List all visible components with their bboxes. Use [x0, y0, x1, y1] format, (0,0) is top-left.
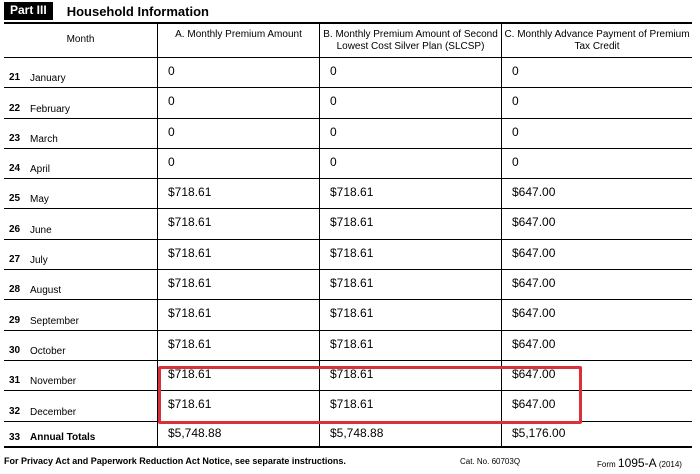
- month-name: October: [30, 345, 66, 357]
- premium-a-cell[interactable]: [158, 240, 320, 269]
- tax-credit-c-value: $647.00: [512, 397, 556, 412]
- slcsp-b-cell[interactable]: [320, 88, 502, 117]
- slcsp-b-value: $718.61: [330, 366, 374, 381]
- slcsp-b-value: 0: [330, 64, 337, 78]
- slcsp-b-value: 0: [330, 124, 337, 139]
- table-row: [4, 88, 692, 118]
- premium-a-cell[interactable]: [158, 209, 320, 238]
- totals-label-cell: [4, 422, 158, 446]
- month-cell: [4, 58, 158, 87]
- form-footer: [4, 454, 696, 470]
- line-number: 22: [9, 102, 21, 114]
- tax-credit-c-cell[interactable]: [502, 240, 692, 269]
- table-row: [4, 179, 692, 209]
- month-cell: [4, 331, 158, 360]
- table-row: [4, 331, 692, 361]
- month-name: June: [30, 224, 52, 236]
- month-cell: [4, 391, 158, 420]
- total-b-cell[interactable]: [320, 422, 502, 446]
- premium-a-value: 0: [168, 94, 175, 109]
- month-name: February: [30, 103, 71, 115]
- premium-a-cell[interactable]: [158, 300, 320, 329]
- line-number: 21: [9, 72, 21, 84]
- slcsp-b-value: $718.61: [330, 306, 374, 321]
- line-number: 30: [9, 344, 21, 356]
- line-number: 28: [9, 284, 21, 296]
- month-cell: [4, 209, 158, 238]
- line-number: 29: [9, 314, 21, 326]
- month-name: July: [30, 255, 48, 267]
- table-row: [4, 240, 692, 270]
- premium-a-value: $718.61: [168, 397, 212, 412]
- slcsp-b-cell[interactable]: [320, 58, 502, 87]
- form-id: [597, 456, 682, 470]
- tax-credit-c-value: 0: [512, 124, 519, 139]
- tax-credit-c-value: $647.00: [512, 306, 556, 321]
- month-name: May: [30, 194, 49, 206]
- line-number: 33: [9, 431, 21, 443]
- part-tag: Part III: [4, 2, 53, 20]
- total-b: $5,748.88: [330, 425, 384, 440]
- tax-credit-c-cell[interactable]: [502, 149, 692, 178]
- month-cell: [4, 88, 158, 117]
- form-year: (2014): [658, 460, 682, 469]
- total-a: $5,748.88: [168, 425, 222, 440]
- table-row: [4, 119, 692, 149]
- line-number: 27: [9, 254, 21, 266]
- total-c: $5,176.00: [512, 425, 566, 440]
- line-number: 24: [9, 163, 21, 175]
- tax-credit-c-value: $647.00: [512, 336, 556, 351]
- month-cell: [4, 300, 158, 329]
- part-title: Household Information: [66, 3, 209, 19]
- slcsp-b-value: $718.61: [330, 336, 374, 351]
- tax-credit-c-cell[interactable]: [502, 331, 692, 360]
- slcsp-b-cell[interactable]: [320, 331, 502, 360]
- total-a-cell[interactable]: [158, 422, 320, 446]
- form-prefix: Form: [597, 460, 616, 469]
- tax-credit-c-cell[interactable]: [502, 300, 692, 329]
- month-name: December: [30, 406, 77, 418]
- slcsp-b-value: $718.61: [330, 397, 374, 412]
- household-table: [4, 24, 692, 448]
- month-cell: [4, 361, 158, 390]
- month-name: March: [30, 133, 58, 145]
- catalog-number: Cat. No. 60703Q: [460, 457, 521, 466]
- premium-a-cell[interactable]: [158, 119, 320, 148]
- premium-a-cell[interactable]: [158, 391, 320, 420]
- premium-a-value: $718.61: [168, 185, 212, 200]
- premium-a-value: $718.61: [168, 336, 212, 351]
- premium-a-value: $718.61: [168, 306, 212, 321]
- tax-credit-c-value: $647.00: [512, 276, 556, 291]
- part-header: [4, 2, 209, 20]
- month-name: January: [30, 73, 66, 85]
- premium-a-cell[interactable]: [158, 331, 320, 360]
- privacy-notice: For Privacy Act and Paperwork Reduction Act Notice, see separate instructions.: [4, 456, 346, 466]
- premium-a-cell[interactable]: [158, 361, 320, 390]
- table-row: [4, 300, 692, 330]
- header-col-c: C. Monthly Advance Payment of Premium Tax Credit: [504, 29, 690, 52]
- header-col-a: A. Monthly Premium Amount: [158, 24, 320, 57]
- premium-a-value: $718.61: [168, 245, 212, 260]
- month-name: April: [30, 164, 51, 176]
- premium-a-value: 0: [168, 64, 175, 78]
- slcsp-b-cell[interactable]: [320, 179, 502, 208]
- premium-a-cell[interactable]: [158, 179, 320, 208]
- slcsp-b-cell[interactable]: [320, 149, 502, 178]
- premium-a-cell[interactable]: [158, 88, 320, 117]
- slcsp-b-value: $718.61: [330, 276, 374, 291]
- slcsp-b-cell[interactable]: [320, 119, 502, 148]
- tax-credit-c-cell[interactable]: [502, 58, 692, 87]
- slcsp-b-value: 0: [330, 94, 337, 109]
- month-name: September: [30, 315, 79, 327]
- tax-credit-c-value: $647.00: [512, 245, 556, 260]
- line-number: 25: [9, 193, 21, 205]
- premium-a-value: 0: [168, 124, 175, 139]
- table-row: [4, 209, 692, 239]
- premium-a-value: 0: [168, 154, 175, 169]
- tax-credit-c-cell[interactable]: [502, 88, 692, 117]
- month-cell: [4, 179, 158, 208]
- total-c-cell[interactable]: [502, 422, 692, 446]
- premium-a-value: $718.61: [168, 366, 212, 381]
- month-name: August: [30, 285, 62, 297]
- month-cell: [4, 149, 158, 178]
- header-col-b: B. Monthly Premium Amount of Second Lowest Cost Silver Plan (SLCSP): [320, 24, 502, 57]
- header-month: Month: [4, 24, 158, 57]
- premium-a-cell[interactable]: [158, 58, 320, 87]
- line-number: 23: [9, 132, 21, 144]
- month-name: November: [30, 376, 77, 388]
- slcsp-b-cell[interactable]: [320, 391, 502, 420]
- slcsp-b-value: $718.61: [330, 215, 374, 230]
- table-header-row: [4, 24, 692, 58]
- premium-a-value: $718.61: [168, 215, 212, 230]
- tax-credit-c-cell[interactable]: [502, 179, 692, 208]
- premium-a-value: $718.61: [168, 276, 212, 291]
- tax-credit-c-cell[interactable]: [502, 119, 692, 148]
- month-cell: [4, 270, 158, 299]
- table-row: [4, 149, 692, 179]
- table-row: [4, 391, 692, 421]
- table-row: [4, 58, 692, 88]
- slcsp-b-cell[interactable]: [320, 240, 502, 269]
- tax-credit-c-cell[interactable]: [502, 209, 692, 238]
- tax-credit-c-cell[interactable]: [502, 270, 692, 299]
- month-cell: [4, 119, 158, 148]
- tax-credit-c-value: $647.00: [512, 185, 556, 200]
- table-row: [4, 361, 692, 391]
- slcsp-b-cell[interactable]: [320, 361, 502, 390]
- tax-credit-c-cell[interactable]: [502, 361, 692, 390]
- totals-label: Annual Totals: [30, 431, 96, 443]
- line-number: 32: [9, 405, 21, 417]
- form-number: 1095-A: [617, 456, 657, 470]
- tax-credit-c-value: $647.00: [512, 215, 556, 230]
- slcsp-b-value: 0: [330, 154, 337, 169]
- premium-a-cell[interactable]: [158, 270, 320, 299]
- slcsp-b-value: $718.61: [330, 185, 374, 200]
- tax-credit-c-value: 0: [512, 64, 519, 78]
- slcsp-b-cell[interactable]: [320, 300, 502, 329]
- tax-credit-c-value: $647.00: [512, 366, 556, 381]
- table-row: [4, 270, 692, 300]
- premium-a-cell[interactable]: [158, 149, 320, 178]
- slcsp-b-value: $718.61: [330, 245, 374, 260]
- tax-credit-c-cell[interactable]: [502, 391, 692, 420]
- line-number: 31: [9, 375, 21, 387]
- annual-totals-row: [4, 422, 692, 448]
- tax-credit-c-value: 0: [512, 94, 519, 109]
- slcsp-b-cell[interactable]: [320, 209, 502, 238]
- line-number: 26: [9, 223, 21, 235]
- tax-credit-c-value: 0: [512, 154, 519, 169]
- month-cell: [4, 240, 158, 269]
- slcsp-b-cell[interactable]: [320, 270, 502, 299]
